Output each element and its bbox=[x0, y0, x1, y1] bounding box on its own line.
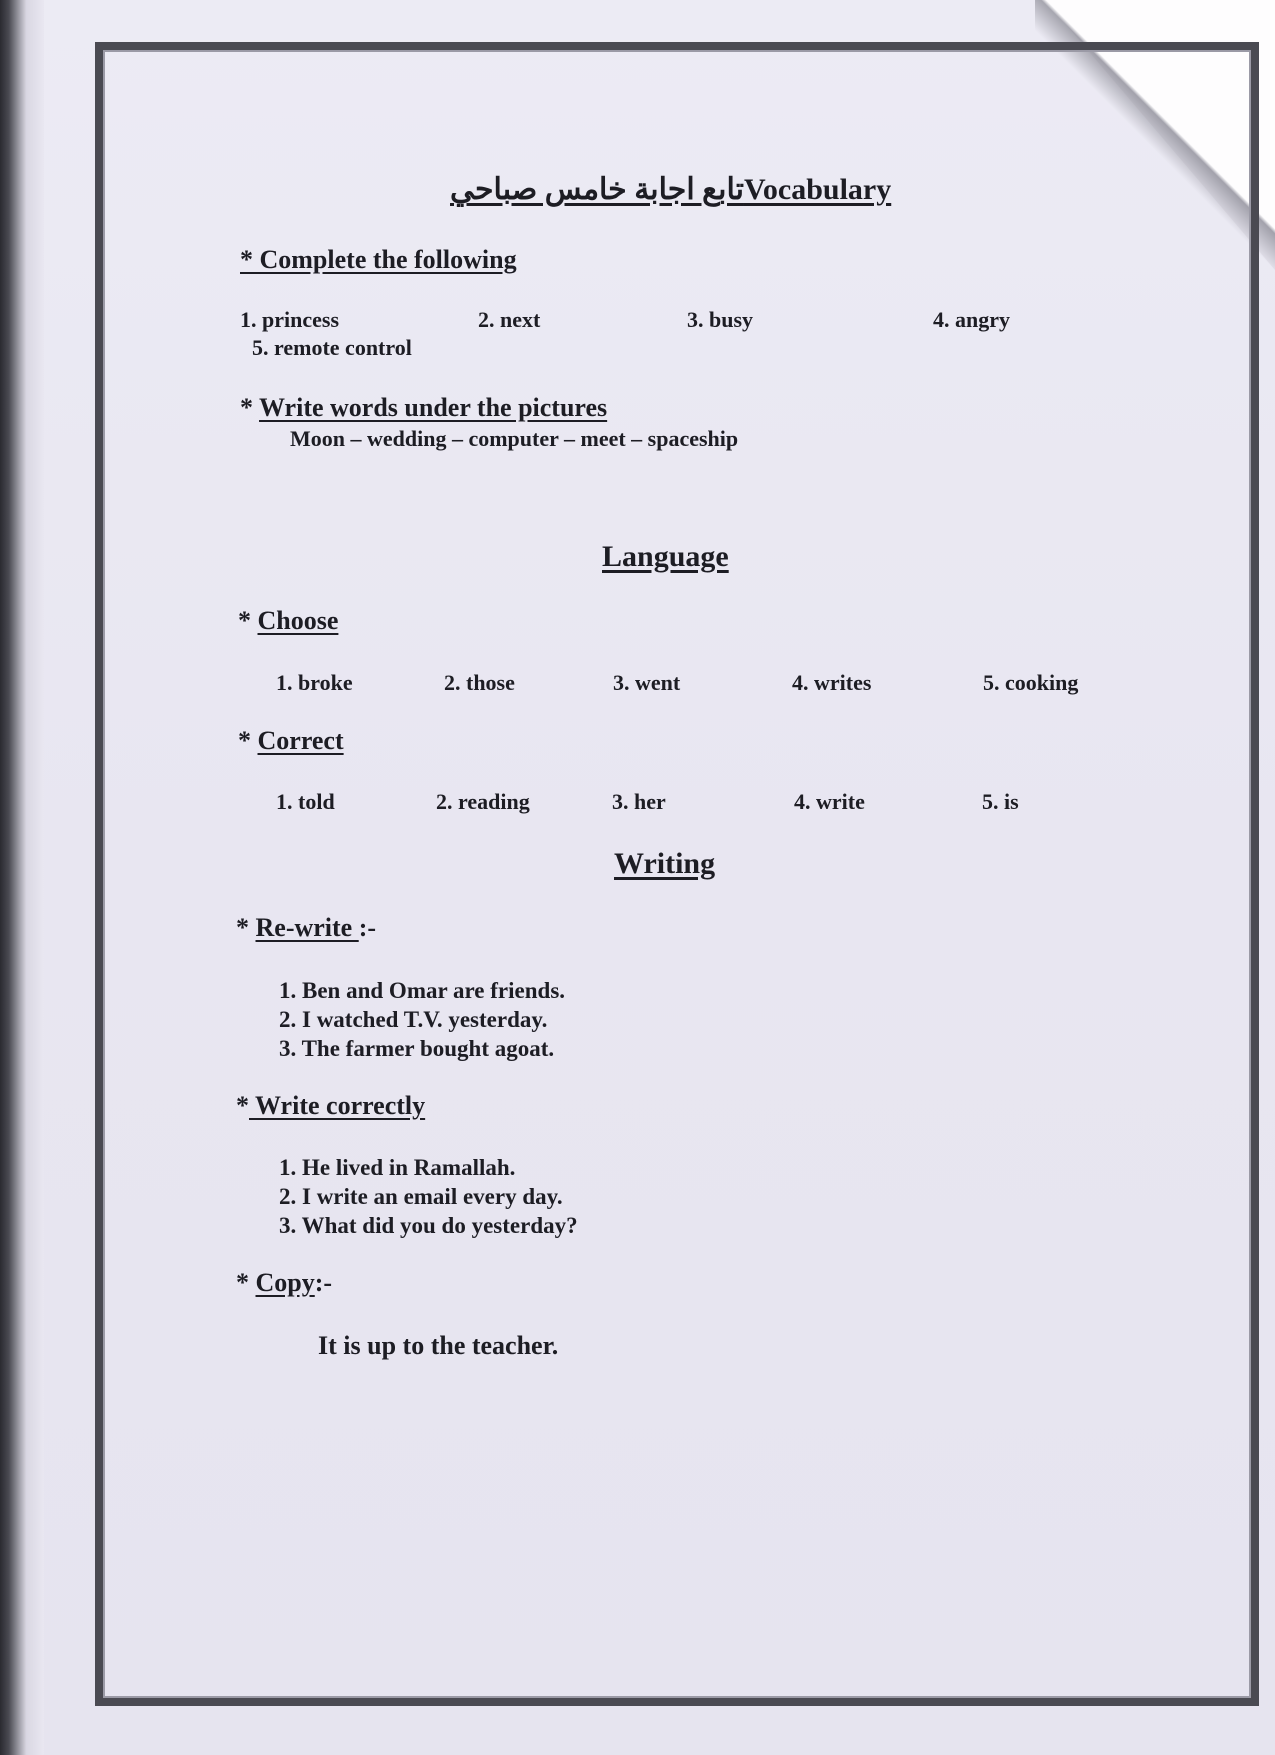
complete-item-4: 4. angry bbox=[933, 307, 1010, 332]
correct-item-4: 4. write bbox=[794, 789, 865, 814]
write-correctly-item-3: 3. What did you do yesterday? bbox=[279, 1213, 578, 1238]
complete-item-3: 3. busy bbox=[687, 307, 754, 332]
correct-item-2: 2. reading bbox=[436, 789, 530, 814]
correct-heading: * Correct bbox=[238, 726, 344, 755]
writing-heading: Writing bbox=[614, 847, 716, 880]
correct-item-5: 5. is bbox=[982, 789, 1019, 814]
choose-item-3: 3. went bbox=[613, 670, 681, 695]
write-correctly-item-2: 2. I write an email every day. bbox=[279, 1184, 563, 1209]
complete-heading: * Complete the following bbox=[240, 245, 517, 274]
complete-item-5: 5. remote control bbox=[252, 335, 412, 360]
complete-item-2: 2. next bbox=[478, 307, 541, 332]
pictures-word-list: Moon – wedding – computer – meet – spaceship bbox=[290, 426, 739, 451]
write-correctly-item-1: 1. He lived in Ramallah. bbox=[279, 1155, 516, 1180]
complete-item-1: 1. princess bbox=[240, 307, 339, 332]
copy-heading: * Copy:- bbox=[236, 1268, 333, 1297]
page-title: تابع اجابة خامس صباحيVocabulary bbox=[450, 173, 892, 206]
choose-item-5: 5. cooking bbox=[983, 670, 1079, 695]
choose-heading: * Choose bbox=[238, 606, 339, 635]
rewrite-item-3: 3. The farmer bought agoat. bbox=[279, 1036, 555, 1061]
choose-item-4: 4. writes bbox=[792, 670, 872, 695]
copy-text: It is up to the teacher. bbox=[318, 1331, 559, 1360]
correct-item-1: 1. told bbox=[276, 789, 335, 814]
write-correctly-heading: * Write correctly bbox=[236, 1091, 426, 1120]
correct-item-3: 3. her bbox=[612, 789, 666, 814]
language-heading: Language bbox=[602, 540, 729, 573]
scan-edge-shadow bbox=[0, 0, 44, 1755]
pictures-heading: * Write words under the pictures bbox=[240, 393, 608, 422]
rewrite-item-1: 1. Ben and Omar are friends. bbox=[279, 978, 566, 1003]
rewrite-item-2: 2. I watched T.V. yesterday. bbox=[279, 1007, 548, 1032]
choose-item-1: 1. broke bbox=[276, 670, 353, 695]
rewrite-heading: * Re-write :- bbox=[236, 913, 377, 942]
choose-item-2: 2. those bbox=[444, 670, 515, 695]
